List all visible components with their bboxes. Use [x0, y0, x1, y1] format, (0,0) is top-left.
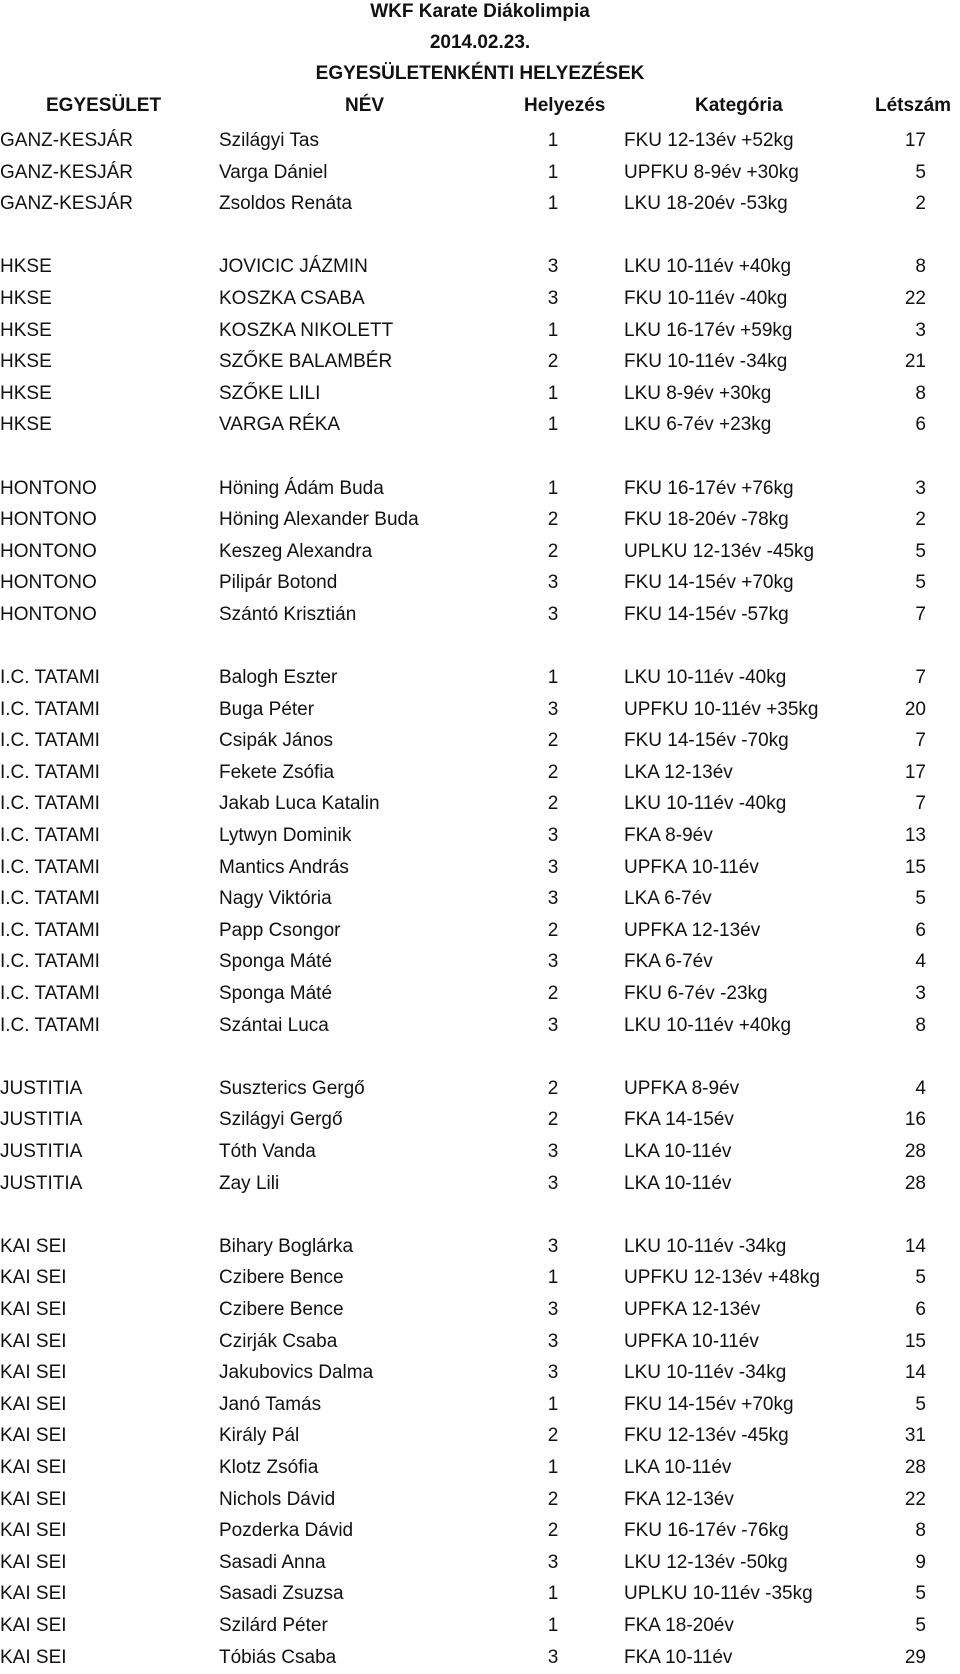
row-name: JOVICIC JÁZMIN [219, 255, 368, 279]
row-place: 3 [543, 824, 563, 848]
row-count: 7 [915, 603, 926, 627]
row-name: Jakab Luca Katalin [219, 792, 380, 816]
group-spacer [0, 221, 960, 253]
table-row [0, 1327, 960, 1359]
row-count: 8 [915, 382, 926, 406]
row-place: 3 [543, 950, 563, 974]
table-row [0, 916, 960, 948]
row-name: Nichols Dávid [219, 1488, 335, 1512]
row-count: 4 [915, 1077, 926, 1101]
row-place: 3 [543, 1172, 563, 1196]
row-count: 5 [915, 1393, 926, 1417]
row-category: LKA 10-11év [624, 1456, 731, 1480]
table-row [0, 568, 960, 600]
row-count: 28 [905, 1172, 926, 1196]
row-place: 2 [543, 1077, 563, 1101]
table-row [0, 126, 960, 158]
row-count: 16 [905, 1108, 926, 1132]
row-place: 3 [543, 255, 563, 279]
row-name: Lytwyn Dominik [219, 824, 351, 848]
row-count: 3 [915, 982, 926, 1006]
row-category: UPFKA 12-13év [624, 919, 760, 943]
column-header-club: EGYESÜLET [46, 94, 161, 118]
row-name: Szántó Krisztián [219, 603, 356, 627]
row-category: UPLKU 10-11év -35kg [624, 1582, 813, 1606]
row-category: FKU 14-15év +70kg [624, 571, 794, 595]
row-category: UPFKA 8-9év [624, 1077, 739, 1101]
row-place: 2 [543, 919, 563, 943]
row-category: UPFKA 12-13év [624, 1298, 760, 1322]
row-club: HONTONO [0, 477, 97, 501]
row-category: FKU 16-17év +76kg [624, 477, 794, 501]
row-club: KAI SEI [0, 1361, 67, 1385]
group-spacer [0, 442, 960, 474]
row-place: 3 [543, 1235, 563, 1259]
table-row [0, 1611, 960, 1643]
row-name: Zay Lili [219, 1172, 279, 1196]
row-club: JUSTITIA [0, 1108, 82, 1132]
row-place: 3 [543, 887, 563, 911]
row-category: LKA 12-13év [624, 761, 733, 785]
row-count: 8 [915, 255, 926, 279]
row-place: 1 [543, 382, 563, 406]
row-count: 2 [915, 192, 926, 216]
row-club: I.C. TATAMI [0, 666, 100, 690]
table-row [0, 1074, 960, 1106]
row-name: SZŐKE LILI [219, 382, 320, 406]
table-row [0, 1169, 960, 1201]
table-row [0, 284, 960, 316]
row-count: 3 [915, 477, 926, 501]
row-club: KAI SEI [0, 1456, 67, 1480]
row-place: 1 [543, 1456, 563, 1480]
column-header-category: Kategória [695, 94, 783, 118]
table-row [0, 726, 960, 758]
row-club: KAI SEI [0, 1582, 67, 1606]
row-count: 2 [915, 508, 926, 532]
row-place: 3 [543, 571, 563, 595]
row-name: Papp Csongor [219, 919, 340, 943]
row-name: Suszterics Gergő [219, 1077, 365, 1101]
row-club: HKSE [0, 382, 52, 406]
row-count: 21 [905, 350, 926, 374]
row-count: 5 [915, 571, 926, 595]
row-place: 3 [543, 603, 563, 627]
row-count: 6 [915, 919, 926, 943]
row-count: 5 [915, 1614, 926, 1638]
row-place: 3 [543, 287, 563, 311]
row-club: HONTONO [0, 540, 97, 564]
row-club: KAI SEI [0, 1424, 67, 1448]
row-place: 2 [543, 540, 563, 564]
row-category: FKU 14-15év -70kg [624, 729, 789, 753]
row-club: KAI SEI [0, 1646, 67, 1670]
row-name: Balogh Eszter [219, 666, 337, 690]
row-name: Klotz Zsófia [219, 1456, 318, 1480]
row-place: 2 [543, 729, 563, 753]
table-row [0, 1263, 960, 1295]
row-name: Czibere Bence [219, 1266, 344, 1290]
results-table [0, 126, 960, 1674]
row-count: 7 [915, 792, 926, 816]
row-place: 2 [543, 1519, 563, 1543]
row-name: Fekete Zsófia [219, 761, 334, 785]
table-row [0, 821, 960, 853]
table-row [0, 1421, 960, 1453]
table-row [0, 947, 960, 979]
row-place: 1 [543, 129, 563, 153]
row-club: KAI SEI [0, 1235, 67, 1259]
row-count: 9 [915, 1551, 926, 1575]
table-row [0, 789, 960, 821]
row-name: Czirják Csaba [219, 1330, 337, 1354]
row-category: FKU 6-7év -23kg [624, 982, 768, 1006]
row-place: 1 [543, 1393, 563, 1417]
row-category: UPFKA 10-11év [624, 856, 759, 880]
document-subtitle: EGYESÜLETENKÉNTI HELYEZÉSEK [0, 62, 960, 86]
row-count: 5 [915, 1266, 926, 1290]
row-category: LKU 10-11év +40kg [624, 1014, 791, 1038]
table-row [0, 600, 960, 632]
row-name: Szilágyi Gergő [219, 1108, 343, 1132]
table-row [0, 758, 960, 790]
table-row [0, 663, 960, 695]
table-row [0, 1453, 960, 1485]
row-count: 20 [905, 698, 926, 722]
row-category: LKU 18-20év -53kg [624, 192, 788, 216]
row-name: Szántai Luca [219, 1014, 329, 1038]
row-count: 8 [915, 1519, 926, 1543]
row-category: UPLKU 12-13év -45kg [624, 540, 814, 564]
table-row [0, 410, 960, 442]
row-club: KAI SEI [0, 1551, 67, 1575]
row-count: 5 [915, 161, 926, 185]
table-row [0, 1485, 960, 1517]
row-category: FKA 10-11év [624, 1646, 732, 1670]
row-club: I.C. TATAMI [0, 698, 100, 722]
row-place: 1 [543, 1266, 563, 1290]
row-place: 1 [543, 666, 563, 690]
row-name: Szilágyi Tas [219, 129, 319, 153]
row-place: 1 [543, 413, 563, 437]
row-count: 13 [905, 824, 926, 848]
table-row [0, 1516, 960, 1548]
row-count: 22 [905, 287, 926, 311]
row-name: Czibere Bence [219, 1298, 344, 1322]
row-place: 3 [543, 1330, 563, 1354]
row-place: 2 [543, 792, 563, 816]
row-category: FKU 18-20év -78kg [624, 508, 789, 532]
row-place: 2 [543, 1424, 563, 1448]
table-row [0, 1358, 960, 1390]
row-name: Janó Tamás [219, 1393, 321, 1417]
column-header-count: Létszám [875, 94, 951, 118]
row-place: 1 [543, 161, 563, 185]
row-place: 1 [543, 477, 563, 501]
table-row [0, 695, 960, 727]
row-place: 3 [543, 1014, 563, 1038]
row-club: I.C. TATAMI [0, 856, 100, 880]
row-category: LKU 8-9év +30kg [624, 382, 771, 406]
row-count: 4 [915, 950, 926, 974]
document-date: 2014.02.23. [0, 31, 960, 55]
row-count: 22 [905, 1488, 926, 1512]
row-category: UPFKU 10-11év +35kg [624, 698, 819, 722]
row-place: 1 [543, 1582, 563, 1606]
row-club: HKSE [0, 255, 52, 279]
row-count: 5 [915, 1582, 926, 1606]
row-name: Mantics András [219, 856, 349, 880]
row-club: GANZ-KESJÁR [0, 161, 133, 185]
row-place: 3 [543, 856, 563, 880]
row-place: 2 [543, 1108, 563, 1132]
row-club: JUSTITIA [0, 1140, 82, 1164]
group-spacer [0, 632, 960, 664]
row-category: LKU 12-13év -50kg [624, 1551, 788, 1575]
row-count: 31 [905, 1424, 926, 1448]
row-club: I.C. TATAMI [0, 919, 100, 943]
row-name: Buga Péter [219, 698, 314, 722]
row-name: Bihary Boglárka [219, 1235, 353, 1259]
group-spacer [0, 1200, 960, 1232]
row-count: 28 [905, 1140, 926, 1164]
table-row [0, 316, 960, 348]
table-row [0, 252, 960, 284]
table-row [0, 537, 960, 569]
row-count: 15 [905, 1330, 926, 1354]
row-name: Jakubovics Dalma [219, 1361, 373, 1385]
row-category: LKU 10-11év -34kg [624, 1361, 786, 1385]
row-name: Szilárd Péter [219, 1614, 328, 1638]
row-name: Varga Dániel [219, 161, 327, 185]
row-category: FKU 14-15év -57kg [624, 603, 789, 627]
row-place: 3 [543, 698, 563, 722]
row-club: HONTONO [0, 508, 97, 532]
row-club: GANZ-KESJÁR [0, 129, 133, 153]
table-row [0, 884, 960, 916]
row-category: UPFKU 12-13év +48kg [624, 1266, 820, 1290]
row-category: FKU 10-11év -34kg [624, 350, 787, 374]
row-name: Tóth Vanda [219, 1140, 316, 1164]
row-category: FKA 6-7év [624, 950, 713, 974]
row-count: 28 [905, 1456, 926, 1480]
row-count: 14 [905, 1361, 926, 1385]
group-spacer [0, 1042, 960, 1074]
row-count: 6 [915, 413, 926, 437]
row-club: HKSE [0, 413, 52, 437]
table-row [0, 1137, 960, 1169]
table-row [0, 1011, 960, 1043]
row-name: Pilipár Botond [219, 571, 337, 595]
row-category: FKA 8-9év [624, 824, 713, 848]
row-count: 17 [905, 761, 926, 785]
row-category: LKA 10-11év [624, 1140, 731, 1164]
row-club: I.C. TATAMI [0, 982, 100, 1006]
row-club: I.C. TATAMI [0, 824, 100, 848]
row-name: Sponga Máté [219, 950, 332, 974]
row-category: FKU 10-11év -40kg [624, 287, 787, 311]
row-club: GANZ-KESJÁR [0, 192, 133, 216]
row-place: 3 [543, 1646, 563, 1670]
row-count: 6 [915, 1298, 926, 1322]
row-place: 1 [543, 1614, 563, 1638]
row-name: Sasadi Zsuzsa [219, 1582, 344, 1606]
column-header-place: Helyezés [524, 94, 605, 118]
row-category: LKU 10-11év -40kg [624, 792, 786, 816]
row-club: I.C. TATAMI [0, 887, 100, 911]
row-count: 8 [915, 1014, 926, 1038]
row-name: SZŐKE BALAMBÉR [219, 350, 392, 374]
row-club: JUSTITIA [0, 1077, 82, 1101]
row-name: Csipák János [219, 729, 333, 753]
row-club: HONTONO [0, 603, 97, 627]
row-club: JUSTITIA [0, 1172, 82, 1196]
row-category: LKA 10-11év [624, 1172, 731, 1196]
table-row [0, 347, 960, 379]
table-row [0, 1548, 960, 1580]
table-row [0, 1295, 960, 1327]
row-name: Sasadi Anna [219, 1551, 326, 1575]
row-club: HKSE [0, 319, 52, 343]
row-count: 29 [905, 1646, 926, 1670]
row-place: 2 [543, 761, 563, 785]
table-row [0, 1643, 960, 1674]
row-category: FKU 16-17év -76kg [624, 1519, 789, 1543]
row-category: UPFKA 10-11év [624, 1330, 759, 1354]
table-row [0, 853, 960, 885]
row-place: 3 [543, 1361, 563, 1385]
row-club: I.C. TATAMI [0, 761, 100, 785]
row-category: FKA 14-15év [624, 1108, 734, 1132]
row-category: LKU 10-11év -34kg [624, 1235, 786, 1259]
row-count: 14 [905, 1235, 926, 1259]
row-club: I.C. TATAMI [0, 792, 100, 816]
row-name: KOSZKA NIKOLETT [219, 319, 393, 343]
table-row [0, 1579, 960, 1611]
row-club: I.C. TATAMI [0, 1014, 100, 1038]
row-place: 2 [543, 508, 563, 532]
row-category: FKA 12-13év [624, 1488, 734, 1512]
row-count: 5 [915, 887, 926, 911]
row-category: FKU 14-15év +70kg [624, 1393, 794, 1417]
row-club: I.C. TATAMI [0, 729, 100, 753]
table-row [0, 1105, 960, 1137]
row-place: 3 [543, 1298, 563, 1322]
row-club: KAI SEI [0, 1266, 67, 1290]
row-count: 17 [905, 129, 926, 153]
row-club: KAI SEI [0, 1614, 67, 1638]
table-row [0, 1390, 960, 1422]
row-name: Pozderka Dávid [219, 1519, 353, 1543]
row-place: 1 [543, 319, 563, 343]
column-header-name: NÉV [345, 94, 384, 118]
row-category: LKU 10-11év +40kg [624, 255, 791, 279]
row-count: 5 [915, 540, 926, 564]
table-row [0, 979, 960, 1011]
row-club: HONTONO [0, 571, 97, 595]
table-row [0, 379, 960, 411]
row-category: LKU 10-11év -40kg [624, 666, 786, 690]
table-row [0, 505, 960, 537]
row-club: KAI SEI [0, 1298, 67, 1322]
table-row [0, 474, 960, 506]
row-category: FKU 12-13év +52kg [624, 129, 794, 153]
row-club: KAI SEI [0, 1330, 67, 1354]
row-category: LKA 6-7év [624, 887, 712, 911]
row-place: 3 [543, 1551, 563, 1575]
row-place: 2 [543, 350, 563, 374]
row-name: Nagy Viktória [219, 887, 332, 911]
row-count: 15 [905, 856, 926, 880]
row-name: Keszeg Alexandra [219, 540, 372, 564]
row-name: VARGA RÉKA [219, 413, 340, 437]
row-category: UPFKU 8-9év +30kg [624, 161, 799, 185]
row-count: 7 [915, 729, 926, 753]
row-name: Zsoldos Renáta [219, 192, 352, 216]
row-club: I.C. TATAMI [0, 950, 100, 974]
table-row [0, 158, 960, 190]
row-club: KAI SEI [0, 1393, 67, 1417]
row-name: Höning Alexander Buda [219, 508, 419, 532]
row-name: Höning Ádám Buda [219, 477, 384, 501]
row-category: FKU 12-13év -45kg [624, 1424, 789, 1448]
row-place: 3 [543, 1140, 563, 1164]
row-category: LKU 6-7év +23kg [624, 413, 771, 437]
row-category: FKA 18-20év [624, 1614, 734, 1638]
document-title: WKF Karate Diákolimpia [0, 0, 960, 24]
table-row [0, 1232, 960, 1264]
row-club: HKSE [0, 287, 52, 311]
table-row [0, 189, 960, 221]
row-count: 3 [915, 319, 926, 343]
row-name: KOSZKA CSABA [219, 287, 365, 311]
row-category: LKU 16-17év +59kg [624, 319, 792, 343]
row-name: Tóbiás Csaba [219, 1646, 336, 1670]
row-place: 2 [543, 982, 563, 1006]
row-club: KAI SEI [0, 1488, 67, 1512]
row-name: Király Pál [219, 1424, 299, 1448]
row-club: KAI SEI [0, 1519, 67, 1543]
row-count: 7 [915, 666, 926, 690]
row-name: Sponga Máté [219, 982, 332, 1006]
row-club: HKSE [0, 350, 52, 374]
row-place: 2 [543, 1488, 563, 1512]
row-place: 1 [543, 192, 563, 216]
